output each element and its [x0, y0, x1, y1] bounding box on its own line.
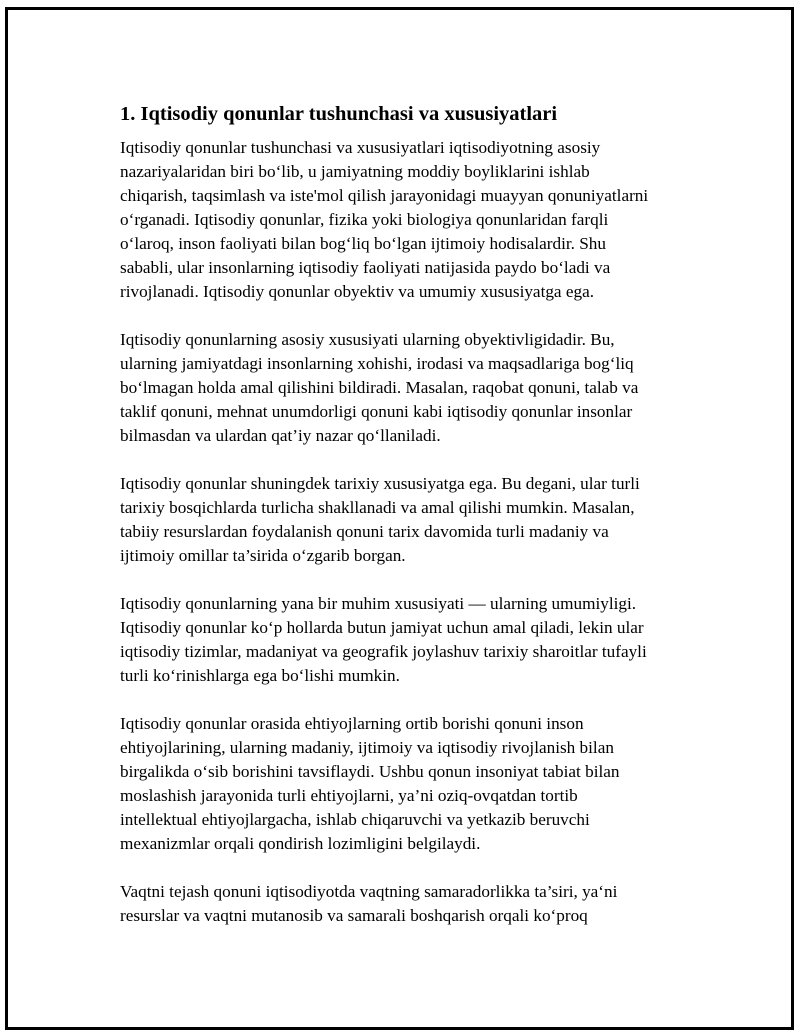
section-heading: 1. Iqtisodiy qonunlar tushunchasi va xususiyatlari: [120, 103, 558, 125]
text-line: ularning jamiyatdagi insonlarning xohishi, irodasi va maqsadlariga bog‘liq: [120, 354, 634, 373]
paragraph-3: [120, 472, 706, 568]
text-line: ehtiyojlarining, ularning madaniy, ijtimoiy va iqtisodiy rivojlanish bilan: [120, 738, 614, 757]
text-line: o‘rganadi. Iqtisodiy qonunlar, fizika yoki biologiya qonunlaridan farqli: [120, 210, 609, 229]
text-line: ijtimoiy omillar ta’sirida o‘zgarib borgan.: [120, 546, 406, 565]
text-line: Iqtisodiy qonunlarning yana bir muhim xususiyati — ularning umumiyligi.: [120, 594, 637, 613]
text-line: nazariyalaridan biri bo‘lib, u jamiyatning moddiy boyliklarini ishlab: [120, 162, 590, 181]
text-line: intellektual ehtiyojlargacha, ishlab chiqaruvchi va yetkazib beruvchi: [120, 810, 590, 829]
text-line: rivojlanadi. Iqtisodiy qonunlar obyektiv va umumiy xususiyatga ega.: [120, 282, 595, 301]
text-line: iqtisodiy tizimlar, madaniyat va geografik joylashuv tarixiy sharoitlar tufayli: [120, 642, 647, 661]
paragraph-6: [120, 880, 706, 928]
paragraphs-container: [120, 136, 706, 928]
text-line: bo‘lmagan holda amal qilishini bildiradi. Masalan, raqobat qonuni, talab va: [120, 378, 639, 397]
page-border: [5, 7, 794, 1030]
text-line: chiqarish, taqsimlash va iste'mol qilish jarayonidagi muayyan qonuniyatlarni: [120, 186, 649, 205]
text-line: tarixiy bosqichlarda turlicha shakllanadi va amal qilishi mumkin. Masalan,: [120, 498, 635, 517]
text-line: Iqtisodiy qonunlar ko‘p hollarda butun jamiyat uchun amal qiladi, lekin ular: [120, 618, 644, 637]
text-line: mexanizmlar orqali qondirish lozimligini belgilaydi.: [120, 834, 481, 853]
paragraph-2: [120, 328, 706, 448]
paragraph-5: [120, 712, 706, 856]
text-line: Iqtisodiy qonunlar tushunchasi va xususiyatlari iqtisodiyotning asosiy: [120, 138, 601, 157]
text-line: resurslar va vaqtni mutanosib va samarali boshqarish orqali ko‘proq: [120, 906, 588, 925]
text-line: Iqtisodiy qonunlar shuningdek tarixiy xususiyatga ega. Bu degani, ular turli: [120, 474, 640, 493]
paragraph-1: [120, 136, 706, 304]
text-line: bilmasdan va ulardan qat’iy nazar qo‘llaniladi.: [120, 426, 441, 445]
text-line: Iqtisodiy qonunlar orasida ehtiyojlarning ortib borishi qonuni inson: [120, 714, 584, 733]
text-line: o‘laroq, inson faoliyati bilan bog‘liq bo‘lgan ijtimoiy hodisalardir. Shu: [120, 234, 606, 253]
document-body: [120, 102, 706, 952]
text-line: Iqtisodiy qonunlarning asosiy xususiyati ularning obyektivligidadir. Bu,: [120, 330, 615, 349]
paragraph-4: [120, 592, 706, 688]
text-line: taklif qonuni, mehnat unumdorligi qonuni kabi iqtisodiy qonunlar insonlar: [120, 402, 633, 421]
text-line: birgalikda o‘sib borishini tavsiflaydi. Ushbu qonun insoniyat tabiat bilan: [120, 762, 620, 781]
text-line: tabiiy resurslardan foydalanish qonuni tarix davomida turli madaniy va: [120, 522, 609, 541]
text-line: moslashish jarayonida turli ehtiyojlarni, ya’ni oziq-ovqatdan tortib: [120, 786, 578, 805]
text-line: Vaqtni tejash qonuni iqtisodiyotda vaqtning samaradorlikka ta’siri, ya‘ni: [120, 882, 618, 901]
text-line: turli ko‘rinishlarga ega bo‘lishi mumkin.: [120, 666, 400, 685]
text-line: sababli, ular insonlarning iqtisodiy faoliyati natijasida paydo bo‘ladi va: [120, 258, 611, 277]
